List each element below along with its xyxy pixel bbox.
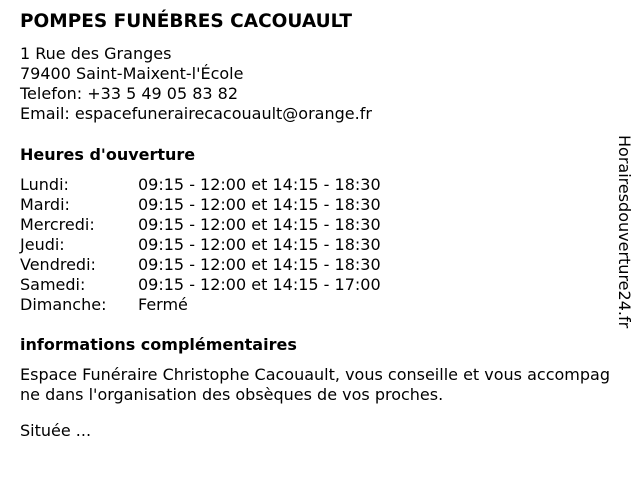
day-label: Dimanche: [20,295,107,314]
address-block [20,44,372,124]
opening-hours-heading: Heures d'ouverture [20,145,196,164]
day-hours: Fermé [138,295,188,314]
location-teaser: Située ... [20,421,92,440]
day-hours: 09:15 - 12:00 et 14:15 - 18:30 [138,255,381,274]
day-hours: 09:15 - 12:00 et 14:15 - 18:30 [138,195,381,214]
day-hours: 09:15 - 12:00 et 14:15 - 18:30 [138,235,381,254]
day-label: Lundi: [20,175,69,194]
day-hours: 09:15 - 12:00 et 14:15 - 18:30 [138,175,381,194]
day-hours: 09:15 - 12:00 et 14:15 - 17:00 [138,275,381,294]
address-street: 1 Rue des Granges [20,44,172,63]
day-hours: 09:15 - 12:00 et 14:15 - 18:30 [138,215,381,234]
phone-number: Telefon: +33 5 49 05 83 82 [20,84,239,103]
business-name: POMPES FUNÉBRES CACOUAULT [20,11,352,32]
day-label: Jeudi: [20,235,65,254]
email-address: Email: espacefunerairecacouault@orange.fr [20,104,372,123]
day-label: Mardi: [20,195,70,214]
site-watermark: Horairesdouverture24.fr [615,135,634,329]
business-description: Espace Funéraire Christophe Cacouault, vous conseille et vous accompagne dans l'organisation des obsèques de vos proches. [20,365,610,404]
day-label: Mercredi: [20,215,95,234]
day-label: Vendredi: [20,255,96,274]
additional-info-heading: informations complémentaires [20,335,297,354]
day-label: Samedi: [20,275,86,294]
address-city: 79400 Saint-Maixent-l'École [20,64,244,83]
